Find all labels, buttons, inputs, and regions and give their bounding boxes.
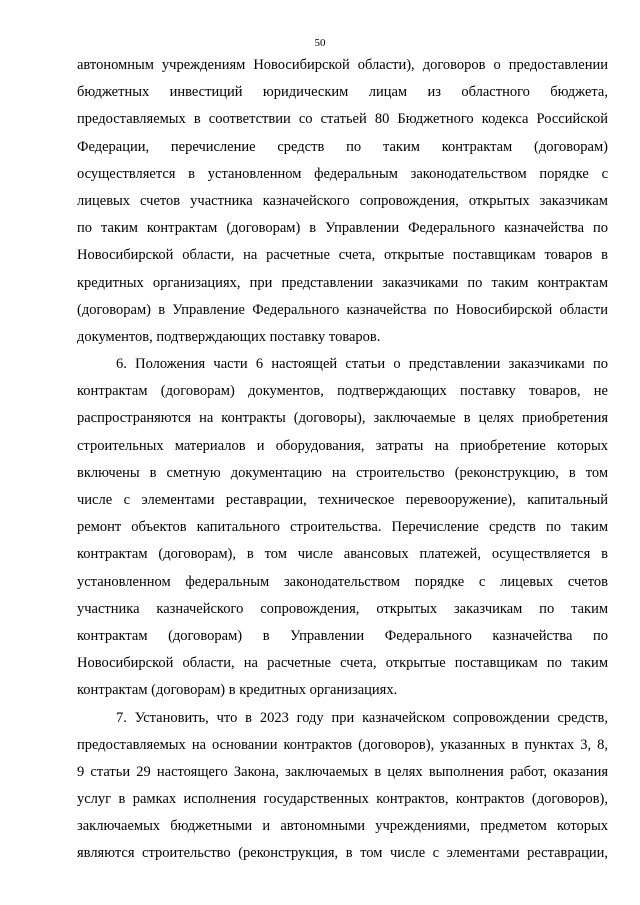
- text-line: являются строительство (реконструкция, в том числе с элементами реставрации,: [77, 845, 608, 862]
- text-line: Новосибирской области, на расчетные счета, открытые поставщикам товаров в: [77, 247, 608, 264]
- paragraph-6-start: 6. Положения части 6 настоящей статьи о представлении заказчиками по: [116, 356, 608, 373]
- text-line: Федерации, перечисление средств по таким контрактам (договорам): [77, 138, 608, 155]
- text-line: контрактам (договорам) в Управлении Федерального казначейства по: [77, 627, 608, 644]
- text-line: распространяются на контракты (договоры), заключаемые в целях приобретения: [77, 410, 608, 427]
- text-line: лицевых счетов участника казначейского сопровождения, открытых заказчикам: [77, 192, 608, 209]
- paragraph-7-start: 7. Установить, что в 2023 году при казначейском сопровождении средств,: [116, 709, 608, 726]
- text-line: 9 статьи 29 настоящего Закона, заключаемых в целях выполнения работ, оказания: [77, 763, 608, 780]
- text-line: осуществляется в установленном федеральным законодательством порядке с: [77, 165, 608, 182]
- text-line: включены в сметную документацию на строительство (реконструкцию, в том: [77, 464, 608, 481]
- text-line: бюджетных инвестиций юридическим лицам из областного бюджета,: [77, 84, 608, 101]
- text-line: контрактам (договорам), в том числе авансовых платежей, осуществляется в: [77, 546, 608, 563]
- body-text: [77, 52, 608, 868]
- text-line: Новосибирской области, на расчетные счета, открытые поставщикам по таким: [77, 655, 608, 672]
- page-number: 50: [314, 37, 326, 49]
- text-line: услуг в рамках исполнения государственных контрактов, контрактов (договоров),: [77, 791, 608, 808]
- text-line: заключаемых бюджетными и автономными учреждениями, предметом которых: [77, 818, 608, 835]
- text-line: автономным учреждениям Новосибирской области), договоров о предоставлении: [77, 57, 608, 73]
- text-line: (договорам) в Управление Федерального казначейства по Новосибирской области: [77, 301, 608, 318]
- text-line: по таким контрактам (договорам) в Управлении Федерального казначейства по: [77, 220, 608, 237]
- text-line: строительных материалов и оборудования, затраты на приобретение которых: [77, 437, 608, 454]
- text-line: документов, подтверждающих поставку товаров.: [77, 328, 381, 345]
- text-line: предоставляемых в соответствии со статьей 80 Бюджетного кодекса Российской: [77, 111, 608, 128]
- text-line: контрактам (договорам) в кредитных организациях.: [77, 682, 398, 699]
- text-line: установленном федеральным законодательством порядке с лицевых счетов: [77, 573, 608, 590]
- text-line: кредитных организациях, при представлении заказчиками по таким контрактам: [77, 274, 608, 291]
- text-line: предоставляемых на основании контрактов (договоров), указанных в пунктах 3, 8,: [77, 736, 608, 753]
- text-line: числе с элементами реставрации, техническое перевооружение), капитальный: [77, 492, 608, 508]
- text-line: контрактам (договорам) документов, подтверждающих поставку товаров, не: [77, 383, 608, 400]
- text-line: ремонт объектов капитального строительства. Перечисление средств по таким: [77, 519, 608, 536]
- text-line: участника казначейского сопровождения, открытых заказчикам по таким: [77, 600, 608, 617]
